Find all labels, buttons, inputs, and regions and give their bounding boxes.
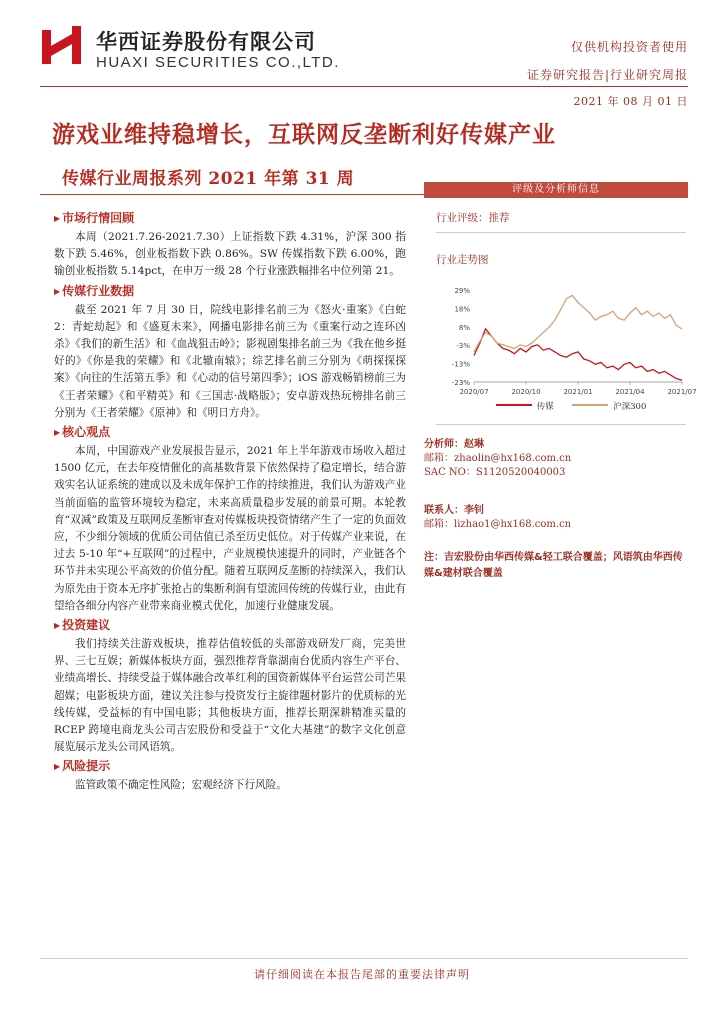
report-subtitle: 传媒行业周报系列 2021 年第 31 周 — [62, 169, 355, 189]
x-tick-label: 2021/04 — [615, 388, 645, 396]
legend-label-hs300: 沪深300 — [613, 402, 647, 412]
y-tick-label: 8% — [458, 323, 470, 332]
bullet-triangle-icon: ▶ — [54, 286, 61, 296]
y-tick-label: -13% — [451, 360, 470, 369]
section-heading: 传媒行业数据 — [62, 283, 135, 298]
section-market — [54, 208, 414, 281]
legend-swatch-media — [494, 401, 534, 409]
main-content — [54, 208, 414, 795]
sidebar-band: 评级及分析师信息 — [424, 182, 688, 198]
report-title: 游戏业维持稳增长，互联网反垄断利好传媒产业 — [52, 121, 556, 148]
y-tick-label: -3% — [456, 342, 470, 351]
section-investment — [54, 615, 414, 756]
section-heading: 市场行情回顾 — [62, 211, 135, 225]
industry-trend-chart — [444, 282, 697, 412]
x-tick-label: 2021/01 — [563, 388, 593, 396]
section-paragraph: 本周，中国游戏产业发展报告显示，2021 年上半年游戏市场收入超过 1500 亿元，在去年疫情催化的高基数背景下依然保持了稳定增长，结合游戏实名认证系统的建成以及未成年保护工作的持续推进，我们认为游戏产业当前面临的监管环境较为稳定，未来高质量稳步发展的前景可期。本轮教育“双减”政策及互联网反垄断审查对传媒板块投资情绪产生了一定的负面效应，不少细分领域的优质公司估值已杀至历史低位。对于传媒产业来说，在过去 5-10 年“+互联网”的过程中，产业规模快速提升的同时，产业链各个环节并未实现公平高效的价值分配。随着互联网反垄断的持续深入，我们认为原先由于资本无序扩张抢占的集断利润有望流回传统的传媒行业，由此有望给各细分内容产业带来商业模式优化，加速行业健康发展。 — [54, 445, 406, 612]
x-tick-label: 2021/07 — [667, 388, 697, 396]
analyst-email[interactable]: 邮箱：zhaolin@hx168.com.cn — [424, 453, 572, 464]
section-paragraph: 本周（2021.7.26-2021.7.30）上证指数下跌 4.31%，沪深 300 指数下跌 5.46%，创业板指数下跌 0.86%。SW 传媒指数下跌 6.00%，跑输创业板指数 5.14pct，在申万一级 28 个行业涨跌幅排名中位列第 21。 — [54, 231, 406, 278]
bullet-triangle-icon: ▶ — [54, 214, 61, 223]
series-line-media — [474, 329, 682, 380]
contact-email[interactable]: 邮箱：lizhao1@hx168.com.cn — [424, 519, 572, 530]
section-heading: 核心观点 — [62, 425, 111, 440]
industry-rating: 行业评级：推荐 — [436, 212, 510, 224]
y-tick-label: -23% — [451, 379, 470, 387]
coverage-note: 注：吉宏股份由华西传媒&轻工联合覆盖；风语筑由华西传媒&建材联合覆盖 — [424, 552, 683, 579]
x-tick-label: 2020/10 — [511, 388, 541, 396]
trend-label: 行业走势图 — [436, 254, 489, 266]
series-line-hs300 — [474, 295, 682, 352]
contact-block — [424, 504, 688, 532]
company-name-cn: 华西证券股份有限公司 — [96, 30, 316, 54]
section-core-view — [54, 422, 414, 615]
legal-footer: 请仔细阅读在本报告尾部的重要法律声明 — [254, 968, 470, 981]
footer-divider — [40, 958, 688, 959]
bullet-triangle-icon: ▶ — [54, 428, 61, 438]
sidebar-divider — [436, 232, 686, 233]
section-paragraph: 我们持续关注游戏板块，推荐估值较低的头部游戏研发厂商，完美世界、三七互娱；新媒体板块方面，强烈推荐背靠湖南台优质内容生产平台、业绩高增长、持续受益于媒体融合改革红利的国资新媒体平台运营公司芒果超媒；电影板块方面，建议关注参与投资发行主旋律题材影片的优质标的光线传媒，受益标的有中国电影；其他板块方面，推荐长期深耕精准买量的 RCEP 跨境电商龙头公司吉宏股份和受益于“文化大基建”的数字文化创意展览展示龙头公司风语筑。 — [54, 638, 406, 754]
section-risk — [54, 756, 414, 794]
contact-name: 联系人：李钊 — [424, 505, 484, 516]
legend-swatch-hs300 — [570, 401, 610, 409]
y-tick-label: 18% — [454, 305, 470, 314]
analyst-name: 分析师：赵琳 — [424, 439, 484, 450]
section-heading: 投资建议 — [62, 618, 111, 633]
legend-label-media: 传媒 — [536, 402, 554, 412]
section-paragraph: 监管政策不确定性风险；宏观经济下行风险。 — [75, 779, 287, 792]
sidebar-divider — [436, 424, 686, 425]
audience-note: 仅供机构投资者使用 — [570, 40, 688, 54]
analyst-block — [424, 438, 688, 480]
report-date: 2021 年 08 月 01 日 — [573, 95, 688, 108]
section-heading: 风险提示 — [62, 759, 111, 774]
section-industry-data — [54, 281, 414, 422]
bullet-triangle-icon: ▶ — [54, 762, 61, 772]
company-name-en: HUAXI SECURITIES CO.,LTD. — [96, 54, 340, 71]
huaxi-logo-icon — [42, 26, 82, 66]
bullet-triangle-icon: ▶ — [54, 621, 61, 631]
chart-legend — [494, 400, 684, 412]
header-divider — [40, 86, 688, 87]
report-category: 证券研究报告|行业研究周报 — [526, 68, 688, 82]
analyst-sac: SAC NO：S1120520040003 — [424, 467, 566, 478]
x-tick-label: 2020/07 — [459, 388, 489, 396]
y-tick-label: 29% — [454, 287, 470, 295]
section-paragraph: 截至 2021 年 7 月 30 日，院线电影排名前三为《怒火·重案》《白蛇 2：青蛇劫起》和《盛夏未来》，网播电影排名前三为《重案行动之连环凶杀》《我们的新生活》和《血战狙击岭》；影视剧集排名前三为《我在他乡挺好的》《你是我的荣耀》和《北辙南辕》；综艺排名前三分别为《萌探探探案》《向往的生活第五季》和《心动的信号第四季》；iOS 游戏畅销榜前三为《王者荣耀》《和平精英》和《三国志·战略版》；安卓游戏热玩榜排名前三分别为《王者荣耀》《原神》和《明日方舟》。 — [54, 303, 406, 419]
